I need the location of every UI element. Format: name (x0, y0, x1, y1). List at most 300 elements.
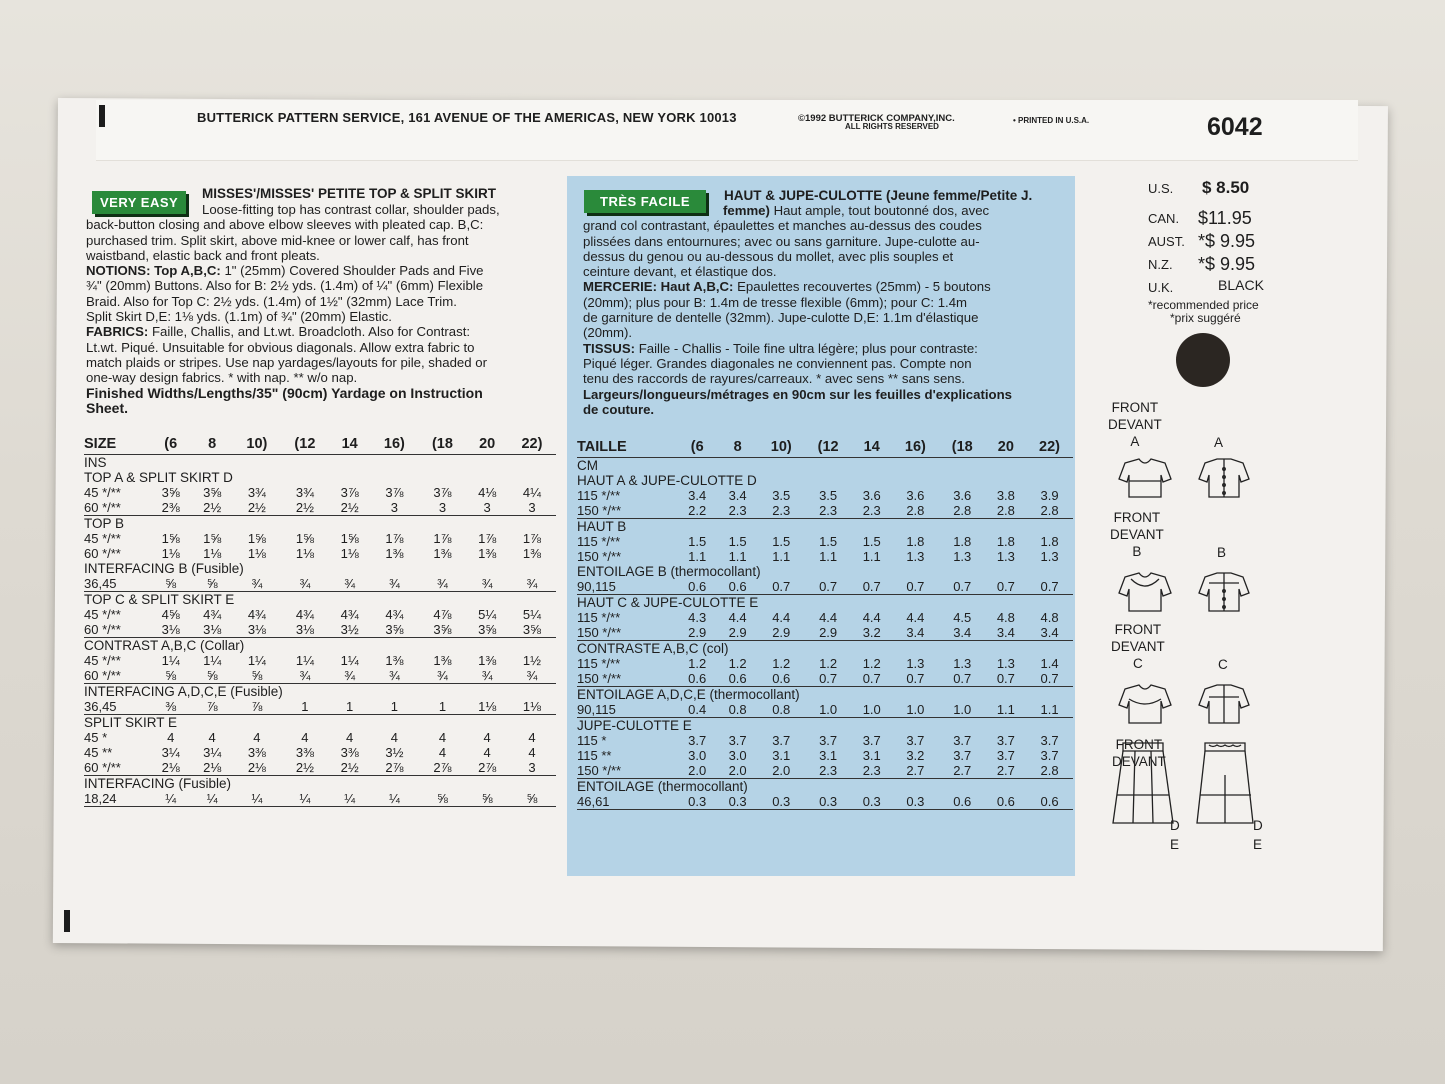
yardage-cell: ¾ (388, 576, 400, 591)
yardage-cell: 1.0 (862, 702, 881, 717)
yardage-cell: 3⅝ (385, 622, 404, 637)
yardage-cell: 1.8 (906, 534, 925, 549)
yardage-cell: 3.6 (953, 488, 972, 503)
yardage-cell: 3.7 (772, 733, 791, 748)
yardage-cell: 0.3 (772, 794, 791, 809)
size-header-cell: (18 (431, 435, 453, 452)
front-label: FRONT (1115, 737, 1163, 752)
yardage-cell: ⅝ (481, 791, 493, 806)
table-row (577, 625, 1073, 640)
yardage-cell: 4 (438, 730, 447, 745)
view-letter: D (1253, 818, 1263, 833)
yardage-cell: 3⅝ (522, 622, 541, 637)
yardage-cell: 2.3 (819, 763, 838, 778)
yardage-cell: 3 (528, 760, 536, 775)
size-header-cell: 16) (383, 435, 405, 452)
yardage-cell: 3⅜ (340, 745, 359, 760)
yardage-cell: 1.3 (953, 549, 972, 564)
yardage-cell: 1.1 (996, 702, 1015, 717)
table-row (577, 702, 1073, 717)
yardage-cell: 3 (528, 500, 536, 515)
yardage-cell: 1¼ (203, 653, 222, 668)
notions-text: 1" (25mm) Covered Shoulder Pads and Five (220, 263, 484, 279)
yardage-cell: 1.2 (688, 656, 707, 671)
top-a-front-drawing (1119, 459, 1171, 497)
yardage-cell: 1.4 (1040, 656, 1059, 671)
yardage-cell: 2.8 (953, 503, 972, 518)
price-value: *$ 9.95 (1198, 254, 1256, 274)
yardage-cell: 0.3 (728, 794, 747, 809)
size-header-cell: 10) (770, 438, 792, 455)
size-header-label: TAILLE (577, 438, 627, 455)
fabric-width-cell: 60 */** (84, 622, 121, 637)
yardage-cell: 4 (253, 730, 261, 745)
yardage-cell: 1.2 (862, 656, 881, 671)
english-line: Loose-fitting top has contrast collar, shoulder pads, (202, 202, 500, 217)
yardage-cell: 0.7 (1040, 579, 1059, 594)
yardage-cell: 4¾ (203, 607, 222, 622)
yardage-cell: 1⅝ (340, 531, 359, 546)
fabric-width-cell: 150 */** (577, 549, 622, 564)
yardage-cell: 1⅝ (203, 531, 222, 546)
yardage-cell: 1.1 (728, 549, 747, 564)
fabrics-text: match plaids or stripes. Use nap yardages/layouts for pile, shaded or (86, 354, 487, 370)
yardage-cell: 2.0 (688, 763, 707, 778)
view-letter: A (1214, 435, 1224, 450)
table-row (577, 763, 1073, 778)
yardage-cell: 2½ (340, 760, 359, 775)
yardage-cell: 1¼ (295, 653, 314, 668)
corner-mark (64, 910, 70, 932)
yardage-cell: 4.4 (862, 610, 881, 625)
yardage-cell: ¼ (299, 791, 311, 806)
yardage-cell: 2.3 (728, 503, 747, 518)
mercerie-text: (20mm). (583, 325, 633, 341)
yardage-cell: 1⅞ (522, 531, 541, 546)
yardage-cell: ¾ (481, 668, 493, 683)
fabric-width-cell: 45 * (84, 730, 108, 745)
yardage-cell: 3⅞ (340, 485, 359, 500)
size-header-cell: 8 (208, 435, 217, 452)
table-row (84, 699, 556, 714)
yardage-cell: 1⅛ (203, 546, 222, 561)
view-letter: A (1130, 434, 1140, 449)
yardage-cell: 1⅛ (295, 546, 314, 561)
table-row (577, 610, 1073, 625)
fabric-width-cell: 115 * (577, 733, 607, 748)
price-country: U.S. (1148, 181, 1174, 196)
yardage-cell: ¼ (165, 791, 177, 806)
size-header-cell: 14 (863, 438, 880, 455)
section-heading: HAUT B (577, 519, 627, 534)
yardage-cell: 1.5 (862, 534, 881, 549)
yardage-cell: 0.6 (688, 579, 707, 594)
yardage-cell: 3.5 (819, 488, 838, 503)
punch-hole (1176, 333, 1230, 387)
yardage-cell: 0.8 (728, 702, 747, 717)
fabric-width-cell: 115 */** (577, 488, 621, 503)
yardage-cell: ¾ (526, 576, 538, 591)
fabric-width-cell: 90,115 (577, 702, 616, 717)
front-label: FRONT (1111, 400, 1159, 415)
yardage-cell: 1¼ (247, 653, 266, 668)
yardage-cell: 1.0 (819, 702, 838, 717)
yardage-cell: 3 (390, 500, 398, 515)
yardage-cell: 4⅞ (433, 607, 452, 622)
mercerie-label: MERCERIE: Haut A,B,C: (583, 279, 734, 295)
yardage-cell: 5¼ (478, 607, 497, 622)
yardage-cell: 3.4 (996, 625, 1015, 640)
yardage-cell: 1 (438, 699, 447, 714)
yardage-cell: 0.3 (906, 794, 925, 809)
yardage-cell: 0.6 (772, 671, 791, 686)
yardage-cell: 2.9 (819, 625, 838, 640)
fabric-width-cell: 45 */** (84, 531, 121, 546)
table-row (84, 760, 556, 775)
size-header-cell: 8 (733, 438, 742, 455)
yardage-cell: 0.7 (953, 579, 972, 594)
yardage-cell: 2⅛ (161, 760, 180, 775)
yardage-cell: 2½ (295, 760, 314, 775)
yardage-cell: 3.1 (862, 748, 881, 763)
table-row (84, 500, 556, 515)
table-row (84, 791, 556, 806)
table-row (577, 671, 1073, 686)
section-heading: TOP B (84, 516, 125, 531)
table-row (577, 534, 1073, 549)
yardage-cell: 3.4 (1040, 625, 1059, 640)
finished-text: Sheet. (86, 399, 129, 416)
yardage-cell: 3.1 (819, 748, 838, 763)
largeurs-text: de couture. (583, 401, 655, 417)
english-line: purchased trim. Split skirt, above mid-knee or lower calf, has front (86, 232, 469, 248)
yardage-cell: 1.1 (772, 549, 791, 564)
yardage-cell: 0.8 (772, 702, 791, 717)
table-row (84, 531, 556, 546)
yardage-cell: 3.7 (996, 748, 1015, 763)
yardage-cell: 3.7 (996, 733, 1015, 748)
yardage-cell: 1⅛ (340, 546, 359, 561)
yardage-cell: 2⅞ (478, 760, 497, 775)
table-row (84, 546, 556, 561)
view-letter: C (1133, 656, 1143, 671)
yardage-cell: 3.4 (728, 488, 747, 503)
price-value: *$ 9.95 (1198, 231, 1256, 251)
yardage-cell: 0.3 (862, 794, 881, 809)
yardage-cell: 2½ (247, 500, 266, 515)
section-heading: INTERFACING (Fusible) (84, 776, 232, 791)
table-row (577, 503, 1073, 518)
yardage-cell: 4.5 (953, 610, 972, 625)
yardage-cell: 0.6 (953, 794, 972, 809)
yardage-cell: 2.7 (996, 763, 1015, 778)
yardage-cell: 2.7 (906, 763, 925, 778)
fabric-width-cell: 115 */** (577, 656, 621, 671)
fabric-width-cell: 60 */** (84, 500, 121, 515)
yardage-cell: 1.0 (953, 702, 972, 717)
size-header-cell: 22) (521, 435, 543, 452)
yardage-cell: 1¼ (161, 653, 180, 668)
yardage-cell: 1.2 (819, 656, 838, 671)
price-country: CAN. (1148, 211, 1180, 226)
yardage-cell: 2.2 (688, 503, 707, 518)
yardage-cell: 3.7 (1040, 748, 1059, 763)
yardage-cell: ¾ (299, 668, 311, 683)
yardage-cell: 1.3 (1040, 549, 1059, 564)
english-line: waistband, elastic back and front pleats. (86, 247, 320, 263)
table-row (577, 794, 1073, 809)
yardage-cell: ⅞ (251, 699, 263, 714)
view-letter: C (1218, 657, 1228, 672)
yardage-cell: ¾ (344, 576, 356, 591)
yardage-cell: ¾ (388, 668, 400, 683)
pattern-number: 6042 (1207, 113, 1263, 141)
english-description (86, 202, 566, 416)
yardage-cell: 4⅝ (161, 607, 180, 622)
yardage-cell: ¾ (481, 576, 493, 591)
yardage-cell: 3¾ (247, 485, 266, 500)
publisher-address: BUTTERICK PATTERN SERVICE, 161 AVENUE OF THE AMERICAS, NEW YORK 10013 (197, 110, 737, 125)
yardage-cell: 1.3 (996, 549, 1015, 564)
yardage-cell: 5¼ (522, 607, 541, 622)
yardage-cell: 2⅞ (385, 760, 404, 775)
price-value: BLACK (1218, 277, 1264, 293)
table-row (577, 733, 1073, 748)
section-heading: ENTOILAGE A,D,C,E (thermocollant) (577, 687, 800, 702)
yardage-cell: 1.8 (996, 534, 1015, 549)
size-header-cell: 22) (1039, 438, 1061, 455)
view-a-label (1108, 399, 1162, 450)
table-row (577, 579, 1073, 594)
yardage-cell: 3⅜ (247, 745, 266, 760)
section-heading: TOP A & SPLIT SKIRT D (84, 470, 233, 485)
yardage-cell: 2.3 (862, 763, 881, 778)
yardage-cell: 1⅜ (433, 653, 452, 668)
yardage-cell: 1.3 (906, 656, 925, 671)
fabric-width-cell: 115 ** (577, 748, 612, 763)
yardage-cell: ¼ (388, 791, 400, 806)
yardage-cell: 3⅝ (161, 485, 180, 500)
yardage-cell: 2.3 (819, 503, 838, 518)
yardage-cell: 2.3 (862, 503, 881, 518)
view-letter: E (1253, 837, 1263, 852)
yardage-cell: 3⅞ (385, 485, 404, 500)
yardage-cell: 4 (346, 730, 354, 745)
yardage-cell: 4¾ (385, 607, 404, 622)
yardage-cell: 2½ (203, 500, 222, 515)
yardage-cell: 3.1 (772, 748, 791, 763)
fabric-width-cell: 45 */** (84, 607, 121, 622)
yardage-cell: 1.3 (996, 656, 1015, 671)
yardage-cell: 2⅛ (203, 760, 222, 775)
yardage-cell: 4¾ (340, 607, 359, 622)
size-header-cell: 20 (479, 435, 496, 452)
yardage-cell: 2.0 (772, 763, 791, 778)
yardage-cell: 0.6 (728, 671, 747, 686)
yardage-cell: ⅝ (437, 791, 448, 806)
fabrics-text: one-way design fabrics. * with nap. ** w/o nap. (86, 370, 358, 386)
fabric-width-cell: 150 */** (577, 671, 622, 686)
yardage-cell: 1⅜ (478, 653, 497, 668)
yardage-cell: 4.4 (906, 610, 925, 625)
yardage-cell: 3.7 (953, 733, 972, 748)
yardage-cell: 2.9 (772, 625, 791, 640)
yardage-cell: 4 (483, 745, 491, 760)
french-line: dessus du genou ou au-dessous du mollet, avec plis souples et (583, 248, 954, 264)
view-letter: B (1217, 545, 1227, 560)
fabric-width-cell: 45 ** (84, 745, 113, 760)
very-easy-badge: VERY EASY (92, 191, 186, 214)
yardage-cell: 3 (483, 500, 491, 515)
yardage-cell: 3⅝ (433, 622, 452, 637)
yardage-cell: 1⅜ (385, 546, 404, 561)
fabric-width-cell: 45 */** (84, 485, 121, 500)
yardage-cell: ¾ (344, 668, 356, 683)
section-heading: CONTRASTE A,B,C (col) (577, 641, 729, 656)
table-row (577, 748, 1073, 763)
section-heading: HAUT A & JUPE-CULOTTE D (577, 473, 757, 488)
yardage-cell: 0.7 (906, 671, 925, 686)
section-heading: ENTOILAGE (thermocollant) (577, 779, 748, 794)
yardage-cell: 1.8 (953, 534, 972, 549)
yardage-cell: 4 (390, 730, 398, 745)
fabric-width-cell: 45 */** (84, 653, 121, 668)
yardage-cell: 2.8 (1040, 763, 1059, 778)
french-title: HAUT & JUPE-CULOTTE (Jeune femme/Petite J. (724, 188, 1033, 203)
yardage-cell: 1⅛ (247, 546, 266, 561)
yardage-cell: 1⅞ (478, 531, 497, 546)
yardage-cell: ⅝ (526, 791, 538, 806)
yardage-cell: 1⅛ (161, 546, 180, 561)
yardage-cell: ¾ (437, 576, 448, 591)
yardage-cell: 2.9 (728, 625, 747, 640)
table-row (84, 653, 556, 668)
front-label: FRONT (1113, 510, 1161, 525)
fabric-width-cell: 150 */** (577, 763, 622, 778)
tissus-text: tenu des raccords de rayures/carreaux. * avec sens ** sans sens. (583, 371, 965, 387)
yardage-cell: 1.2 (728, 656, 747, 671)
yardage-cell: 1.1 (1040, 702, 1059, 717)
yardage-cell: 4 (528, 745, 536, 760)
yardage-cell: 2.9 (688, 625, 707, 640)
yardage-cell: 4 (528, 730, 536, 745)
fabric-width-cell: 60 */** (84, 668, 121, 683)
yardage-cell: 3.5 (772, 488, 791, 503)
yardage-cell: 0.3 (688, 794, 707, 809)
yardage-cell: 1¼ (340, 653, 359, 668)
yardage-cell: 3⅛ (161, 622, 180, 637)
view-letter: B (1132, 544, 1142, 559)
yardage-cell: 1.0 (906, 702, 925, 717)
yardage-cell: 1⅝ (247, 531, 266, 546)
yardage-cell: ¼ (251, 791, 263, 806)
yardage-table-english (84, 434, 556, 807)
view-letter: E (1170, 837, 1180, 852)
notions-text: Split Skirt D,E: 1⅛ yds. (1.1m) of ¾" (20mm) Elastic. (86, 309, 392, 325)
yardage-cell: 0.6 (1040, 794, 1059, 809)
yardage-cell: 3⅛ (203, 622, 222, 637)
yardage-cell: 1.5 (819, 534, 838, 549)
mercerie-text: (20mm); plus pour B: 1.4m de tresse flexible (6mm); pour C: 1.4m (583, 294, 968, 310)
yardage-cell: 1⅜ (433, 546, 452, 561)
french-line: plissées dans entournures; avec ou sans garniture. Jupe-culotte au- (583, 233, 980, 249)
notions-label: NOTIONS: Top A,B,C: (86, 263, 221, 279)
yardage-cell: 3⅝ (203, 485, 222, 500)
yardage-cell: 1 (301, 699, 309, 714)
table-row (84, 576, 556, 591)
yardage-cell: 0.7 (1040, 671, 1059, 686)
garment-illustrations (1105, 455, 1265, 825)
yardage-cell: 1½ (522, 653, 541, 668)
fabrics-text: Faille, Challis, and Lt.wt. Broadcloth. Also for Contrast: (148, 324, 471, 340)
english-line: back-button closing and above elbow sleeves with pleated cap. B,C: (86, 217, 484, 233)
yardage-cell: 3.6 (906, 488, 925, 503)
top-b-front-drawing (1119, 573, 1171, 611)
yardage-cell: 1.5 (688, 534, 707, 549)
yardage-cell: 1.5 (728, 534, 747, 549)
yardage-cell: 4 (438, 745, 447, 760)
fabric-width-cell: 60 */** (84, 760, 121, 775)
fabric-width-cell: 150 */** (577, 625, 622, 640)
yardage-cell: 3.7 (1040, 733, 1059, 748)
size-header-cell: 16) (904, 438, 926, 455)
yardage-cell: ⅝ (206, 576, 218, 591)
tres-facile-badge: TRÈS FACILE (584, 190, 706, 213)
yardage-cell: 2.3 (772, 503, 791, 518)
yardage-cell: 4¾ (295, 607, 314, 622)
yardage-cell: 4.8 (1040, 610, 1059, 625)
yardage-cell: 0.7 (953, 671, 972, 686)
yardage-cell: ⅝ (165, 576, 177, 591)
price-value: $ 8.50 (1202, 178, 1250, 197)
yardage-cell: 1.1 (862, 549, 881, 564)
yardage-cell: 1.3 (953, 656, 972, 671)
yardage-cell: 1 (346, 699, 354, 714)
fabric-width-cell: 150 */** (577, 503, 622, 518)
price-country: N.Z. (1148, 257, 1173, 272)
size-header-cell: (18 (951, 438, 973, 455)
french-line: Haut ample, tout boutonné dos, avec (773, 203, 990, 218)
yardage-cell: ¼ (206, 791, 218, 806)
yardage-cell: ⅝ (165, 668, 177, 683)
yardage-cell: ¼ (344, 791, 356, 806)
yardage-cell: 3.2 (906, 748, 925, 763)
section-heading: INS (84, 455, 107, 470)
yardage-cell: 3.9 (1040, 488, 1059, 503)
yardage-cell: 0.7 (996, 671, 1015, 686)
yardage-cell: 1.5 (772, 534, 791, 549)
yardage-cell: 4 (167, 730, 175, 745)
fabric-width-cell: 46,61 (577, 794, 610, 809)
yardage-cell: 0.7 (772, 579, 791, 594)
yardage-cell: 2.8 (996, 503, 1015, 518)
table-row (84, 668, 556, 683)
yardage-cell: 3.8 (996, 488, 1015, 503)
yardage-cell: 3⅝ (478, 622, 497, 637)
yardage-cell: 3⅞ (433, 485, 452, 500)
yardage-cell: 4⅛ (478, 485, 497, 500)
tissus-text: Piqué léger. Grandes diagonales ne conviennent pas. Compte non (583, 355, 972, 371)
yardage-cell: 3.7 (862, 733, 881, 748)
yardage-cell: ¾ (437, 668, 448, 683)
size-header-cell: (12 (294, 435, 316, 452)
yardage-cell: 0.7 (996, 579, 1015, 594)
yardage-cell: 4.8 (996, 610, 1015, 625)
price-note: *prix suggéré (1170, 311, 1241, 325)
yardage-cell: 1.3 (906, 549, 925, 564)
table-row (577, 549, 1073, 564)
yardage-cell: ¾ (251, 576, 263, 591)
